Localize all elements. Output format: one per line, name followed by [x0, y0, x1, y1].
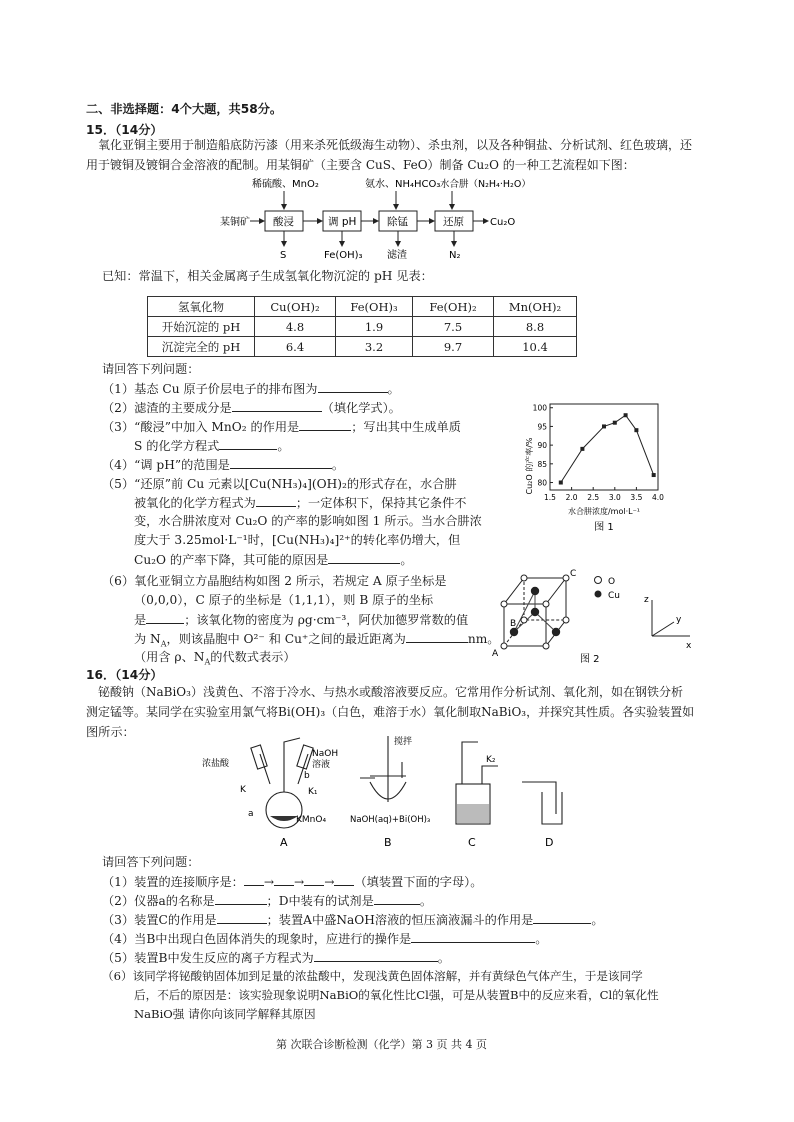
chart-ylabel: Cu₂O 的产率/% — [525, 437, 534, 495]
q15-item-6b: （0,0,0），C 原子的坐标是（1,1,1），则 B 原子的坐标 — [134, 593, 434, 607]
data-point — [602, 424, 606, 428]
label-naoh-solution: 溶液 — [312, 760, 331, 770]
process-flow-diagram — [200, 176, 560, 262]
flow-step-2: 调 pH — [328, 216, 357, 228]
question-16-number: 16．（14分） — [86, 668, 163, 682]
q15-item-6e-suffix: 的代数式表示） — [210, 650, 296, 664]
data-point — [634, 428, 638, 432]
table-header-cell: Fe(OH)₃ — [336, 297, 413, 317]
flow-output-4: N₂ — [449, 250, 461, 261]
apparatus-d-label: D — [545, 836, 554, 849]
q15-known-text: 已知：常温下，相关金属离子生成氢氧化物沉淀的 pH 见表： — [102, 269, 433, 283]
ph-table — [147, 296, 577, 357]
atom-label-c: C — [570, 569, 577, 579]
legend-o: O — [608, 577, 616, 587]
q16-item-6: （6）该同学将铋酸钠固体加到足量的浓盐酸中，发现浅黄色固体溶解，并有黄绿色气体产生，于是该同学 — [102, 969, 643, 983]
question-15-number: 15．（14分） — [86, 123, 163, 137]
q15-item-5b-text: 被氧化的化学方程式为 — [134, 496, 256, 510]
table-header-cell: 氢氧化物 — [148, 297, 255, 317]
q15-item-5d: 度大于 3.25mol·L⁻¹时，[Cu(NH₃)₄]²⁺的转化率仍增大，但 — [134, 533, 461, 547]
flow-reagent-3: 氨水、NH₄HCO₃ — [365, 179, 441, 190]
q15-item-3-text: （3）“酸浸”中加入 MnO₂ 的作用是 — [102, 420, 300, 434]
answer-blank[interactable] — [328, 551, 400, 564]
q15-intro-line-1: 氧化亚铜主要用于制造船底防污漆（用来杀死低级海生动物）、杀虫剂，以及各种铜盐、分析试剂、红色玻璃，还 — [98, 138, 693, 152]
q15-item-3b: S 的化学方程式 。 — [134, 439, 290, 453]
x-tick-label: 3.0 — [608, 493, 621, 502]
answer-blank[interactable] — [304, 873, 324, 886]
flow-product: Cu₂O — [490, 217, 516, 228]
q15-item-4: （4）“调 pH”的范围是 。 — [102, 458, 345, 472]
q16-item-5-text: （5）装置B中发生反应的离子方程式为 — [102, 951, 314, 965]
q15-item-4-text: （4）“调 pH”的范围是 — [102, 458, 230, 472]
apparatus-b-label: B — [384, 836, 392, 849]
q15-item-5c: 变，水合肼浓度对 Cu₂O 的产率的影响如图 1 所示。当水合肼浓 — [134, 514, 482, 528]
flow-output-3: 滤渣 — [387, 250, 407, 261]
q15-item-6d-suffix: nm。 — [467, 632, 500, 646]
y-tick-label: 100 — [532, 403, 547, 413]
apparatus-diagram — [200, 732, 580, 850]
legend-cu: Cu — [608, 591, 620, 601]
q15-item-5e: Cu₂O 的产率下降，其可能的原因是 。 — [134, 553, 413, 567]
y-tick-label: 90 — [537, 441, 547, 451]
q16-item-2: （2）仪器a的名称是 ；D中装有的试剂是 。 — [102, 894, 432, 908]
figure-2-caption: 图 2 — [580, 654, 600, 665]
figure-1-chart — [518, 398, 668, 536]
answer-blank[interactable] — [533, 911, 591, 924]
data-point — [580, 447, 584, 451]
table-cell: 开始沉淀的 pH — [148, 317, 255, 337]
x-tick-label: 1.5 — [544, 493, 556, 502]
x-tick-label: 3.5 — [630, 493, 643, 502]
apparatus-a-label: A — [280, 836, 288, 849]
x-tick-label: 4.0 — [652, 493, 664, 502]
answer-blank[interactable] — [406, 630, 468, 643]
q15-intro-line-2: 用于镀铜及镀铜合金溶液的配制。用某铜矿（主要含 CuS、FeO）制备 Cu₂O 的一种工艺流程如下图： — [86, 158, 635, 172]
flow-output-2: Fe(OH)₃ — [324, 250, 363, 261]
chart-xlabel: 水合肼浓度/mol·L⁻¹ — [567, 507, 641, 516]
q16-ask: 请回答下列问题： — [102, 855, 200, 869]
atom-label-b: B — [510, 619, 517, 629]
x-tick-label: 2.5 — [587, 493, 600, 502]
answer-blank[interactable] — [374, 892, 420, 905]
table-cell: 9.7 — [413, 337, 494, 357]
apparatus-c-label: C — [468, 836, 476, 849]
y-tick-label: 80 — [537, 478, 547, 488]
q15-item-6c-suffix: ；该氧化物的密度为 ρg·cm⁻³，阿伏加德罗常数的值 — [184, 613, 469, 627]
flow-reagent-1: 稀硫酸、MnO₂ — [252, 179, 319, 190]
q15-item-3-suffix: ；写出其中生成单质 — [351, 420, 461, 434]
data-point — [652, 473, 656, 477]
flow-step-1: 酸浸 — [273, 216, 294, 228]
chart-series-line — [561, 415, 654, 482]
q16-item-6c: NaBiO强 请你向该同学解释其原因 — [134, 1007, 316, 1021]
answer-blank[interactable] — [299, 418, 351, 431]
label-kmno4: KMnO₄ — [296, 815, 327, 825]
answer-blank[interactable] — [411, 930, 535, 943]
table-header-cell: Cu(OH)₂ — [255, 297, 336, 317]
q16-item-1-text: （1）装置的连接顺序是： — [102, 875, 244, 889]
page-footer: 第 次联合诊断检测（化学）第 3 页 共 4 页 — [276, 1038, 487, 1051]
q16-item-1-suffix: （填装置下面的字母）。 — [354, 875, 483, 889]
table-row — [148, 317, 577, 337]
y-tick-label: 85 — [537, 459, 547, 469]
label-k: K — [240, 785, 246, 795]
q15-item-5b — [134, 494, 467, 512]
y-tick-label: 95 — [537, 422, 547, 432]
q16-item-3-mid: ；装置A中盛NaOH溶液的恒压滴液漏斗的作用是 — [266, 913, 534, 927]
q15-item-6e: （用含 ρ、$N_A$的代数式表示） — [134, 650, 296, 667]
table-cell: 10.4 — [494, 337, 577, 357]
q16-item-6b: 后，不后的原因是：该实验现象说明NaBiO的氧化性比Cl强，可是从装置B中的反应来看，Cl的氧化性 — [134, 988, 659, 1002]
label-stir: 搅拌 — [394, 737, 413, 747]
q16-item-4: （4）当B中出现白色固体消失的现象时，应进行的操作是 。 — [102, 932, 548, 946]
answer-blank[interactable] — [256, 494, 296, 507]
axis-z: z — [644, 595, 649, 605]
q15-item-1-text: （1）基态 Cu 原子价层电子的排布图为 — [102, 382, 318, 396]
q15-item-6c-text: 是 — [134, 613, 147, 627]
atom-label-a: A — [492, 649, 499, 659]
label-b-content: NaOH(aq)+Bi(OH)₃ — [350, 815, 431, 825]
q16-intro-line-1: 铋酸钠（NaBiO₃）浅黄色、不溶于冷水、与热水或酸溶液要反应。它常用作分析试剂、氧化剂，如在钢铁分析 — [98, 685, 683, 699]
q15-item-6d-mid: ，则该晶胞中 O²⁻ 和 Cu⁺之间的最近距离为 — [166, 632, 406, 646]
label-k2: K₂ — [486, 755, 496, 765]
figure-2-unit-cell — [484, 566, 700, 666]
q16-item-4-text: （4）当B中出现白色固体消失的现象时，应进行的操作是 — [102, 932, 412, 946]
q16-item-2-mid: ；D中装有的试剂是 — [266, 894, 374, 908]
answer-blank[interactable] — [244, 873, 264, 886]
table-header-row — [148, 297, 577, 317]
q15-item-3b-text: S 的化学方程式 — [134, 439, 220, 453]
flow-reagent-4: 水合肼（N₂H₄·H₂O） — [440, 179, 531, 190]
table-header-cell: Fe(OH)₂ — [413, 297, 494, 317]
data-point — [559, 481, 563, 485]
label-acid: 浓盐酸 — [202, 759, 230, 769]
q15-item-3 — [102, 418, 461, 436]
table-cell: 沉淀完全的 pH — [148, 337, 255, 357]
x-tick-label: 2.0 — [565, 493, 578, 502]
q15-item-6c — [134, 611, 468, 629]
table-cell: 1.9 — [336, 317, 413, 337]
q15-item-6d: 为 $N_A$，则该晶胞中 O²⁻ 和 Cu⁺之间的最近距离为 nm。 — [134, 632, 500, 649]
q15-item-1: （1）基态 Cu 原子价层电子的排布图为 。 — [102, 382, 400, 396]
table-cell: 3.2 — [336, 337, 413, 357]
q15-item-2 — [102, 399, 401, 417]
q15-ask: 请回答下列问题： — [102, 362, 200, 376]
q15-item-5b-suffix: ；一定体积下，保持其它条件不 — [295, 496, 467, 510]
q15-item-6d-text: 为 N — [134, 632, 161, 646]
answer-blank[interactable] — [334, 873, 354, 886]
table-cell: 6.4 — [255, 337, 336, 357]
q16-item-1: （1）装置的连接顺序是： → → → （填装置下面的字母）。 — [102, 875, 483, 889]
table-header-cell: Mn(OH)₂ — [494, 297, 577, 317]
section-title: 二、非选择题：4个大题，共58分。 — [86, 102, 283, 116]
answer-blank[interactable] — [217, 911, 267, 924]
label-naoh: NaOH — [312, 749, 339, 759]
q16-intro-line-2: 测定锰等。某同学在实验室用氯气将Bi(OH)₃（白色，难溶于水）氧化制取NaBiO₃，并探究其性质。各实验装置如 — [86, 705, 695, 719]
q16-intro-line-3: 图所示： — [86, 725, 135, 739]
answer-blank[interactable] — [215, 892, 267, 905]
label-a: a — [248, 809, 254, 819]
flow-output-1: S — [280, 250, 287, 261]
q15-item-2-text: （2）滤渣的主要成分是 — [102, 401, 232, 415]
q15-item-6: （6）氧化亚铜立方晶胞结构如图 2 所示，若规定 A 原子坐标是 — [102, 574, 447, 588]
data-point — [613, 421, 617, 425]
q15-item-6e-text: （用含 ρ、N — [134, 650, 205, 664]
answer-blank[interactable] — [318, 380, 388, 393]
q15-item-5: （5）“还原”前 Cu 元素以[Cu(NH₃)₄](OH)₂的形式存在，水合肼 — [102, 477, 457, 491]
flow-raw-material: 某铜矿 — [220, 217, 250, 228]
q16-item-2-text: （2）仪器a的名称是 — [102, 894, 215, 908]
q16-item-3-text: （3）装置C的作用是 — [102, 913, 217, 927]
answer-blank[interactable] — [219, 437, 277, 450]
answer-blank[interactable] — [314, 949, 438, 962]
answer-blank[interactable] — [230, 456, 332, 469]
q15-item-2-suffix: （填化学式）。 — [321, 401, 401, 415]
table-cell: 7.5 — [413, 317, 494, 337]
axis-x: x — [686, 641, 692, 651]
answer-blank[interactable] — [146, 611, 184, 624]
q16-item-3: （3）装置C的作用是 ；装置A中盛NaOH溶液的恒压滴液漏斗的作用是 。 — [102, 913, 604, 927]
data-point — [624, 413, 628, 417]
table-cell: 8.8 — [494, 317, 577, 337]
answer-blank[interactable] — [274, 873, 294, 886]
label-b: b — [304, 771, 310, 781]
figure-1-caption: 图 1 — [594, 522, 614, 533]
axis-y: y — [676, 615, 682, 625]
table-row — [148, 337, 577, 357]
table-cell: 4.8 — [255, 317, 336, 337]
answer-blank[interactable] — [232, 399, 322, 412]
flow-step-4: 还原 — [443, 216, 464, 228]
q16-item-5: （5）装置B中发生反应的离子方程式为 。 — [102, 951, 450, 965]
flow-step-3: 除锰 — [387, 216, 408, 228]
q15-item-5e-text: Cu₂O 的产率下降，其可能的原因是 — [134, 553, 329, 567]
label-k1: K₁ — [308, 787, 318, 797]
